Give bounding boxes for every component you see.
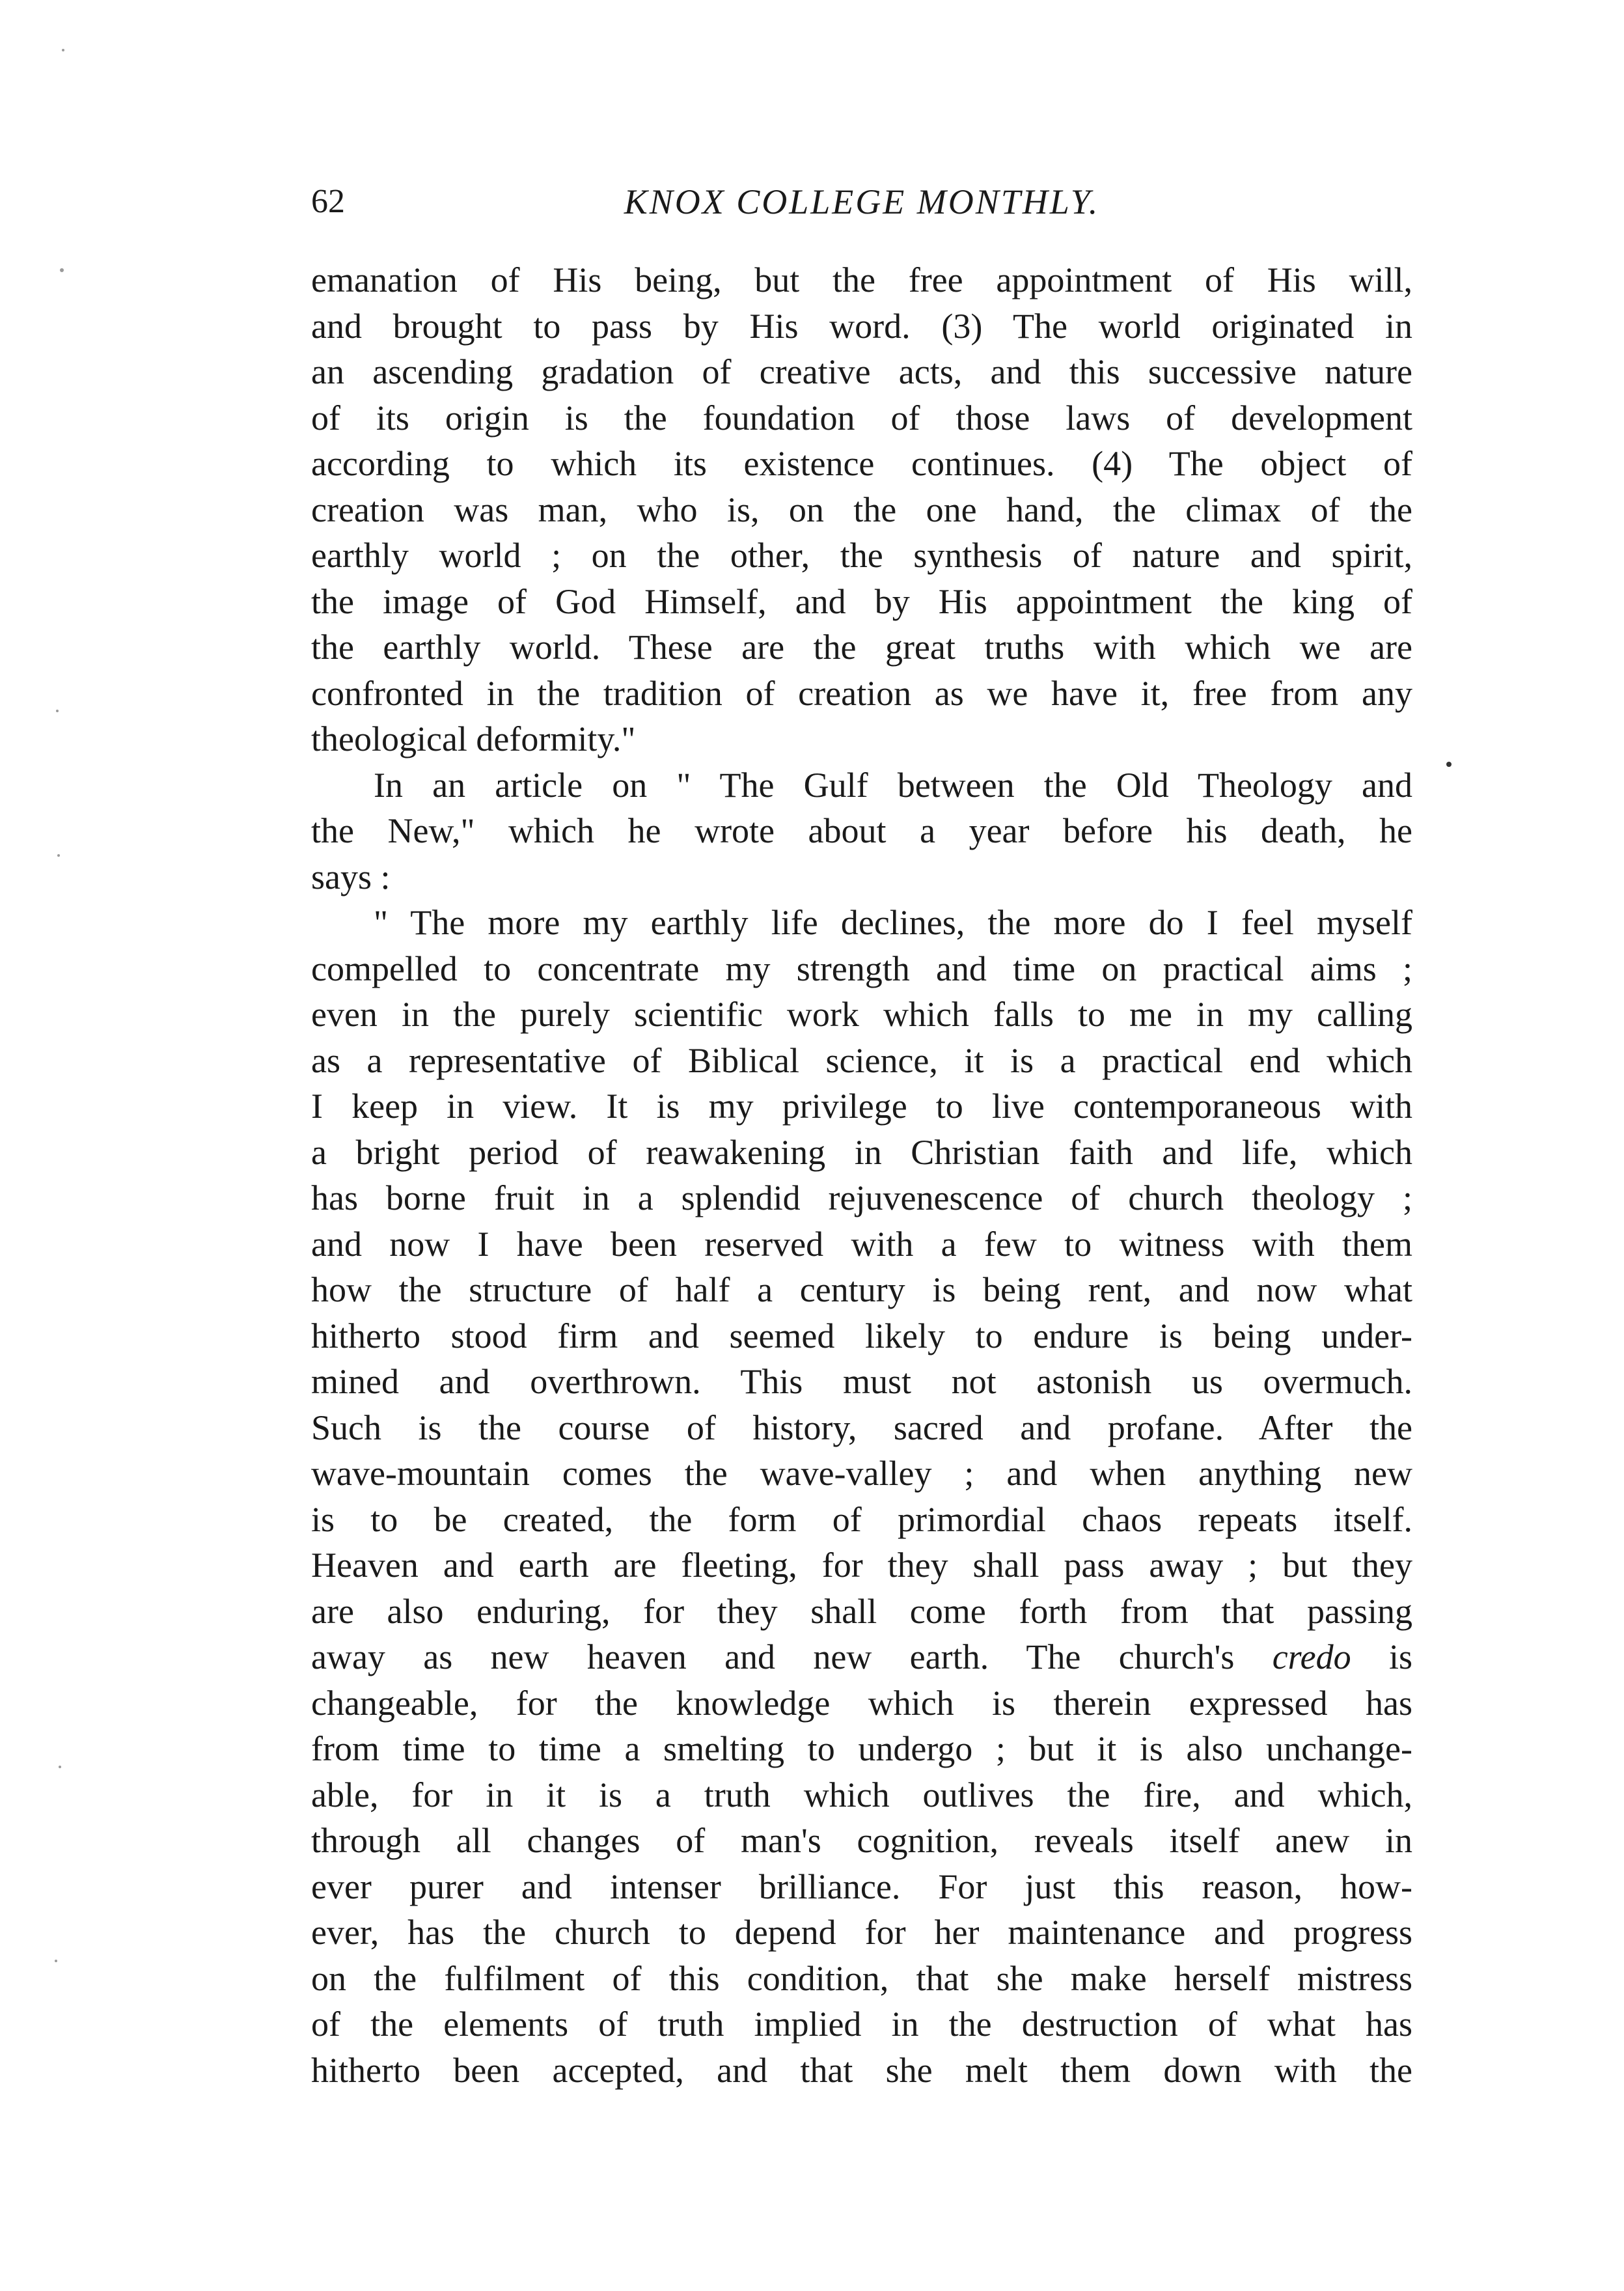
page-number: 62 (311, 183, 345, 220)
line-lead: away as new heaven and new earth. The church's (311, 1637, 1235, 1676)
text-line: says : (311, 857, 391, 896)
body-text (311, 257, 1412, 2093)
text-line: compelled to concentrate my strength and time on practical aims ; (311, 949, 1412, 988)
text-line: mined and overthrown. This must not astonish us overmuch. (311, 1362, 1412, 1401)
text-line: theological deformity." (311, 719, 636, 758)
line-tail: is (1351, 1637, 1412, 1676)
scan-speck (60, 268, 64, 272)
scan-speck (62, 49, 64, 51)
running-head (311, 176, 1412, 228)
text-line: an ascending gradation of creative acts, and this successive nature (311, 352, 1412, 391)
text-line: emanation of His being, but the free appointment of His will, (311, 260, 1412, 299)
text-line: confronted in the tradition of creation as we have it, free from any (311, 673, 1412, 713)
text-line-with-italic (311, 1634, 1412, 1680)
text-line: ever, has the church to depend for her maintenance and progress (311, 1913, 1412, 1952)
text-line: able, for in it is a truth which outlives the fire, and which, (311, 1775, 1412, 1814)
text-line: ever purer and intenser brilliance. For just this reason, how- (311, 1867, 1412, 1906)
text-line: of the elements of truth implied in the destruction of what has (311, 2005, 1412, 2044)
text-line: I keep in view. It is my privilege to live contemporaneous with (311, 1087, 1412, 1126)
quotation-start-line: " The more my earthly life declines, the more do I feel myself (374, 903, 1412, 942)
text-line: even in the purely scientific work which falls to me in my calling (311, 995, 1412, 1034)
text-line: wave-mountain comes the wave-valley ; and when anything new (311, 1454, 1412, 1493)
text-line: the earthly world. These are the great truths with which we are (311, 628, 1412, 667)
text-line: through all changes of man's cognition, reveals itself anew in (311, 1821, 1412, 1860)
text-line: the New," which he wrote about a year before his death, he (311, 811, 1412, 850)
scan-speck (55, 1960, 57, 1962)
scan-speck (1446, 762, 1452, 767)
text-line: and now I have been reserved with a few to witness with them (311, 1224, 1412, 1264)
text-line: changeable, for the knowledge which is therein expressed has (311, 1683, 1412, 1723)
text-line: hitherto stood firm and seemed likely to endure is being under- (311, 1316, 1412, 1355)
text-line: how the structure of half a century is being rent, and now what (311, 1270, 1412, 1309)
text-line: and brought to pass by His word. (3) The world originated in (311, 306, 1412, 346)
text-line: are also enduring, for they shall come forth from that passing (311, 1591, 1412, 1631)
text-line: Heaven and earth are fleeting, for they shall pass away ; but they (311, 1546, 1412, 1585)
text-line: on the fulfilment of this condition, that she make herself mistress (311, 1958, 1412, 1998)
text-line: of its origin is the foundation of those laws of development (311, 398, 1412, 437)
scan-speck (57, 854, 60, 857)
scan-speck (56, 710, 59, 712)
text-line: earthly world ; on the other, the synthesis of nature and spirit, (311, 536, 1412, 575)
italic-word: credo (1272, 1637, 1351, 1676)
text-line: a bright period of reawakening in Christian faith and life, which (311, 1132, 1412, 1172)
paragraph-start-line: In an article on " The Gulf between the Old Theology and (374, 765, 1412, 805)
text-line: creation was man, who is, on the one hand, the climax of the (311, 490, 1412, 529)
text-line: Such is the course of history, sacred and profane. After the (311, 1408, 1412, 1447)
text-line: as a representative of Biblical science, it is a practical end which (311, 1040, 1412, 1080)
text-line: according to which its existence continues. (4) The object of (311, 444, 1412, 483)
text-line: has borne fruit in a splendid rejuvenescence of church theology ; (311, 1178, 1412, 1217)
text-line: the image of God Himself, and by His appointment the king of (311, 581, 1412, 621)
journal-title: KNOX COLLEGE MONTHLY. (624, 182, 1100, 221)
text-line: hitherto been accepted, and that she melt them down with the (311, 2050, 1412, 2090)
text-line: from time to time a smelting to undergo ; but it is also unchange- (311, 1729, 1412, 1768)
text-line: is to be created, the form of primordial chaos repeats itself. (311, 1499, 1412, 1539)
scan-speck (59, 1766, 61, 1768)
